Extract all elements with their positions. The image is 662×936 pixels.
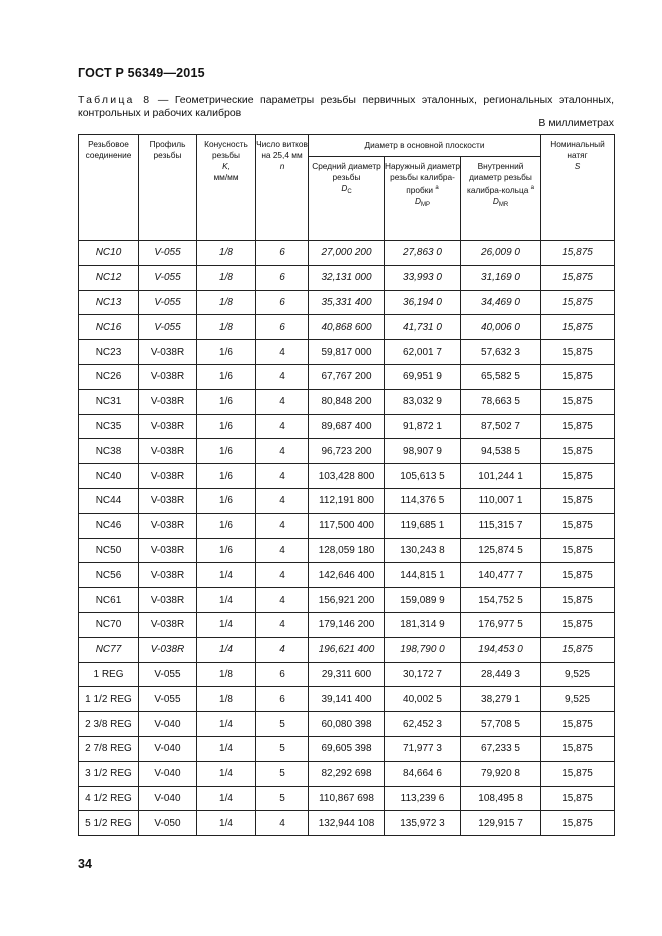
cell-connection: 4 1/2 REG bbox=[79, 786, 139, 811]
col-header-pitch-diameter: Средний диаметр резьбы $D_C$ bbox=[309, 157, 385, 241]
cell-outer-diameter: 36,194 0 bbox=[385, 290, 461, 315]
cell-taper: 1/4 bbox=[197, 761, 256, 786]
table-row bbox=[79, 687, 615, 712]
thread-parameters-table bbox=[78, 134, 615, 836]
cell-taper: 1/8 bbox=[197, 265, 256, 290]
cell-pitch-diameter: 196,621 400 bbox=[309, 637, 385, 662]
cell-standoff: 15,875 bbox=[541, 290, 615, 315]
cell-connection: NC77 bbox=[79, 637, 139, 662]
table-row bbox=[79, 389, 615, 414]
cell-tpi: 4 bbox=[256, 340, 309, 365]
cell-outer-diameter: 33,993 0 bbox=[385, 265, 461, 290]
cell-profile: V-038R bbox=[139, 637, 197, 662]
cell-profile: V-055 bbox=[139, 315, 197, 340]
cell-tpi: 4 bbox=[256, 389, 309, 414]
cell-profile: V-055 bbox=[139, 687, 197, 712]
cell-connection: NC10 bbox=[79, 241, 139, 266]
cell-inner-diameter: 34,469 0 bbox=[461, 290, 541, 315]
cell-standoff: 15,875 bbox=[541, 241, 615, 266]
table-row bbox=[79, 265, 615, 290]
cell-standoff: 15,875 bbox=[541, 414, 615, 439]
cell-connection: NC31 bbox=[79, 389, 139, 414]
cell-profile: V-038R bbox=[139, 513, 197, 538]
cell-outer-diameter: 91,872 1 bbox=[385, 414, 461, 439]
table-row bbox=[79, 464, 615, 489]
cell-tpi: 4 bbox=[256, 414, 309, 439]
cell-tpi: 4 bbox=[256, 464, 309, 489]
cell-standoff: 15,875 bbox=[541, 389, 615, 414]
cell-taper: 1/6 bbox=[197, 439, 256, 464]
units-note: В миллиметрах bbox=[538, 117, 614, 129]
cell-pitch-diameter: 27,000 200 bbox=[309, 241, 385, 266]
cell-tpi: 6 bbox=[256, 687, 309, 712]
cell-connection: NC44 bbox=[79, 488, 139, 513]
cell-tpi: 4 bbox=[256, 538, 309, 563]
cell-taper: 1/6 bbox=[197, 538, 256, 563]
table-body bbox=[79, 241, 615, 836]
cell-outer-diameter: 71,977 3 bbox=[385, 736, 461, 761]
cell-standoff: 9,525 bbox=[541, 662, 615, 687]
cell-tpi: 4 bbox=[256, 563, 309, 588]
cell-tpi: 4 bbox=[256, 439, 309, 464]
cell-standoff: 15,875 bbox=[541, 488, 615, 513]
cell-standoff: 15,875 bbox=[541, 736, 615, 761]
cell-pitch-diameter: 110,867 698 bbox=[309, 786, 385, 811]
cell-pitch-diameter: 132,944 108 bbox=[309, 811, 385, 836]
cell-inner-diameter: 26,009 0 bbox=[461, 241, 541, 266]
cell-outer-diameter: 30,172 7 bbox=[385, 662, 461, 687]
table-caption-lead: Таблица 8 bbox=[78, 94, 152, 106]
col-header-diameter-group: Диаметр в основной плоскости bbox=[309, 135, 541, 157]
cell-standoff: 15,875 bbox=[541, 761, 615, 786]
cell-tpi: 4 bbox=[256, 811, 309, 836]
table-row bbox=[79, 588, 615, 613]
cell-inner-diameter: 94,538 5 bbox=[461, 439, 541, 464]
cell-tpi: 4 bbox=[256, 637, 309, 662]
cell-pitch-diameter: 32,131 000 bbox=[309, 265, 385, 290]
cell-outer-diameter: 41,731 0 bbox=[385, 315, 461, 340]
cell-taper: 1/6 bbox=[197, 340, 256, 365]
cell-standoff: 15,875 bbox=[541, 612, 615, 637]
cell-pitch-diameter: 80,848 200 bbox=[309, 389, 385, 414]
cell-outer-diameter: 159,089 9 bbox=[385, 588, 461, 613]
cell-inner-diameter: 40,006 0 bbox=[461, 315, 541, 340]
cell-pitch-diameter: 82,292 698 bbox=[309, 761, 385, 786]
cell-profile: V-038R bbox=[139, 612, 197, 637]
cell-taper: 1/4 bbox=[197, 712, 256, 737]
standard-number: ГОСТ Р 56349—2015 bbox=[78, 66, 205, 80]
cell-connection: NC70 bbox=[79, 612, 139, 637]
table-row bbox=[79, 811, 615, 836]
cell-outer-diameter: 114,376 5 bbox=[385, 488, 461, 513]
cell-pitch-diameter: 60,080 398 bbox=[309, 712, 385, 737]
cell-profile: V-038R bbox=[139, 389, 197, 414]
cell-taper: 1/8 bbox=[197, 241, 256, 266]
cell-connection: NC40 bbox=[79, 464, 139, 489]
cell-taper: 1/6 bbox=[197, 389, 256, 414]
cell-outer-diameter: 83,032 9 bbox=[385, 389, 461, 414]
cell-connection: NC13 bbox=[79, 290, 139, 315]
cell-inner-diameter: 194,453 0 bbox=[461, 637, 541, 662]
table-row bbox=[79, 761, 615, 786]
cell-standoff: 15,875 bbox=[541, 538, 615, 563]
cell-tpi: 4 bbox=[256, 588, 309, 613]
cell-taper: 1/4 bbox=[197, 811, 256, 836]
cell-tpi: 4 bbox=[256, 488, 309, 513]
cell-taper: 1/6 bbox=[197, 513, 256, 538]
cell-inner-diameter: 108,495 8 bbox=[461, 786, 541, 811]
cell-profile: V-040 bbox=[139, 761, 197, 786]
cell-outer-diameter: 119,685 1 bbox=[385, 513, 461, 538]
cell-taper: 1/6 bbox=[197, 464, 256, 489]
cell-taper: 1/4 bbox=[197, 612, 256, 637]
cell-standoff: 15,875 bbox=[541, 811, 615, 836]
cell-taper: 1/4 bbox=[197, 637, 256, 662]
cell-connection: 2 3/8 REG bbox=[79, 712, 139, 737]
cell-taper: 1/6 bbox=[197, 414, 256, 439]
cell-standoff: 15,875 bbox=[541, 315, 615, 340]
cell-inner-diameter: 79,920 8 bbox=[461, 761, 541, 786]
cell-connection: NC46 bbox=[79, 513, 139, 538]
cell-standoff: 15,875 bbox=[541, 464, 615, 489]
cell-inner-diameter: 140,477 7 bbox=[461, 563, 541, 588]
table-row bbox=[79, 736, 615, 761]
table-row bbox=[79, 439, 615, 464]
cell-tpi: 4 bbox=[256, 612, 309, 637]
cell-outer-diameter: 69,951 9 bbox=[385, 364, 461, 389]
cell-outer-diameter: 105,613 5 bbox=[385, 464, 461, 489]
cell-connection: 5 1/2 REG bbox=[79, 811, 139, 836]
cell-taper: 1/8 bbox=[197, 315, 256, 340]
cell-profile: V-040 bbox=[139, 736, 197, 761]
cell-inner-diameter: 115,315 7 bbox=[461, 513, 541, 538]
cell-connection: NC16 bbox=[79, 315, 139, 340]
cell-outer-diameter: 130,243 8 bbox=[385, 538, 461, 563]
table-row bbox=[79, 538, 615, 563]
cell-pitch-diameter: 103,428 800 bbox=[309, 464, 385, 489]
cell-profile: V-055 bbox=[139, 662, 197, 687]
table-caption-text: — Геометрические параметры резьбы первичных эталонных, региональных эталонных, контрольных и рабочих калибров bbox=[78, 94, 614, 119]
page-number: 34 bbox=[78, 857, 92, 871]
cell-standoff: 15,875 bbox=[541, 637, 615, 662]
cell-profile: V-040 bbox=[139, 786, 197, 811]
cell-outer-diameter: 84,664 6 bbox=[385, 761, 461, 786]
cell-inner-diameter: 87,502 7 bbox=[461, 414, 541, 439]
cell-pitch-diameter: 142,646 400 bbox=[309, 563, 385, 588]
cell-taper: 1/6 bbox=[197, 488, 256, 513]
cell-connection: NC56 bbox=[79, 563, 139, 588]
table-row bbox=[79, 612, 615, 637]
table-caption bbox=[78, 94, 614, 119]
cell-connection: NC38 bbox=[79, 439, 139, 464]
cell-inner-diameter: 38,279 1 bbox=[461, 687, 541, 712]
cell-standoff: 15,875 bbox=[541, 265, 615, 290]
table-row bbox=[79, 786, 615, 811]
table-row bbox=[79, 563, 615, 588]
cell-profile: V-055 bbox=[139, 265, 197, 290]
cell-pitch-diameter: 89,687 400 bbox=[309, 414, 385, 439]
cell-inner-diameter: 57,708 5 bbox=[461, 712, 541, 737]
cell-tpi: 5 bbox=[256, 736, 309, 761]
table-row bbox=[79, 340, 615, 365]
cell-connection: 1 1/2 REG bbox=[79, 687, 139, 712]
cell-taper: 1/4 bbox=[197, 786, 256, 811]
cell-pitch-diameter: 29,311 600 bbox=[309, 662, 385, 687]
cell-inner-diameter: 28,449 3 bbox=[461, 662, 541, 687]
cell-inner-diameter: 154,752 5 bbox=[461, 588, 541, 613]
cell-pitch-diameter: 59,817 000 bbox=[309, 340, 385, 365]
col-header-profile: Профиль резьбы bbox=[139, 135, 197, 241]
cell-profile: V-038R bbox=[139, 488, 197, 513]
col-header-outer-diameter: Наружный диаметр резьбы калибра-пробки $^a$ $D_{MP}$ bbox=[385, 157, 461, 241]
cell-tpi: 5 bbox=[256, 712, 309, 737]
cell-inner-diameter: 65,582 5 bbox=[461, 364, 541, 389]
cell-tpi: 4 bbox=[256, 364, 309, 389]
cell-connection: NC50 bbox=[79, 538, 139, 563]
cell-inner-diameter: 67,233 5 bbox=[461, 736, 541, 761]
cell-standoff: 15,875 bbox=[541, 340, 615, 365]
cell-profile: V-038R bbox=[139, 414, 197, 439]
cell-inner-diameter: 78,663 5 bbox=[461, 389, 541, 414]
cell-connection: NC61 bbox=[79, 588, 139, 613]
cell-connection: 3 1/2 REG bbox=[79, 761, 139, 786]
cell-pitch-diameter: 39,141 400 bbox=[309, 687, 385, 712]
cell-tpi: 6 bbox=[256, 290, 309, 315]
cell-pitch-diameter: 67,767 200 bbox=[309, 364, 385, 389]
cell-outer-diameter: 113,239 6 bbox=[385, 786, 461, 811]
cell-outer-diameter: 27,863 0 bbox=[385, 241, 461, 266]
cell-outer-diameter: 40,002 5 bbox=[385, 687, 461, 712]
cell-standoff: 15,875 bbox=[541, 439, 615, 464]
cell-outer-diameter: 181,314 9 bbox=[385, 612, 461, 637]
cell-profile: V-038R bbox=[139, 563, 197, 588]
col-header-tpi: Число витков на 25,4 мм n bbox=[256, 135, 309, 241]
cell-connection: NC12 bbox=[79, 265, 139, 290]
cell-outer-diameter: 135,972 3 bbox=[385, 811, 461, 836]
cell-tpi: 5 bbox=[256, 761, 309, 786]
table-row bbox=[79, 364, 615, 389]
cell-standoff: 15,875 bbox=[541, 513, 615, 538]
cell-pitch-diameter: 117,500 400 bbox=[309, 513, 385, 538]
table-row bbox=[79, 662, 615, 687]
cell-tpi: 6 bbox=[256, 265, 309, 290]
cell-outer-diameter: 144,815 1 bbox=[385, 563, 461, 588]
cell-profile: V-038R bbox=[139, 364, 197, 389]
table-row bbox=[79, 712, 615, 737]
cell-pitch-diameter: 35,331 400 bbox=[309, 290, 385, 315]
table-row bbox=[79, 241, 615, 266]
cell-tpi: 6 bbox=[256, 241, 309, 266]
cell-taper: 1/8 bbox=[197, 662, 256, 687]
col-header-standoff: Номинальный натяг S bbox=[541, 135, 615, 241]
cell-tpi: 4 bbox=[256, 513, 309, 538]
cell-profile: V-038R bbox=[139, 340, 197, 365]
cell-pitch-diameter: 40,868 600 bbox=[309, 315, 385, 340]
cell-tpi: 6 bbox=[256, 662, 309, 687]
cell-profile: V-038R bbox=[139, 439, 197, 464]
cell-inner-diameter: 101,244 1 bbox=[461, 464, 541, 489]
cell-pitch-diameter: 96,723 200 bbox=[309, 439, 385, 464]
cell-connection: 2 7/8 REG bbox=[79, 736, 139, 761]
cell-pitch-diameter: 128,059 180 bbox=[309, 538, 385, 563]
cell-inner-diameter: 31,169 0 bbox=[461, 265, 541, 290]
cell-standoff: 15,875 bbox=[541, 563, 615, 588]
cell-pitch-diameter: 179,146 200 bbox=[309, 612, 385, 637]
cell-standoff: 9,525 bbox=[541, 687, 615, 712]
cell-connection: NC23 bbox=[79, 340, 139, 365]
cell-profile: V-055 bbox=[139, 241, 197, 266]
table-row bbox=[79, 414, 615, 439]
cell-taper: 1/4 bbox=[197, 736, 256, 761]
cell-standoff: 15,875 bbox=[541, 588, 615, 613]
cell-taper: 1/4 bbox=[197, 563, 256, 588]
cell-inner-diameter: 110,007 1 bbox=[461, 488, 541, 513]
cell-taper: 1/8 bbox=[197, 687, 256, 712]
table-row bbox=[79, 513, 615, 538]
cell-standoff: 15,875 bbox=[541, 712, 615, 737]
cell-outer-diameter: 98,907 9 bbox=[385, 439, 461, 464]
cell-outer-diameter: 62,452 3 bbox=[385, 712, 461, 737]
cell-profile: V-038R bbox=[139, 538, 197, 563]
cell-outer-diameter: 198,790 0 bbox=[385, 637, 461, 662]
cell-inner-diameter: 57,632 3 bbox=[461, 340, 541, 365]
cell-pitch-diameter: 156,921 200 bbox=[309, 588, 385, 613]
col-header-connection: Резьбовое соединение bbox=[79, 135, 139, 241]
col-header-inner-diameter: Внутренний диаметр резьбы калибра-кольца $^a$ $D_{MR}$ bbox=[461, 157, 541, 241]
cell-profile: V-038R bbox=[139, 588, 197, 613]
table-row bbox=[79, 315, 615, 340]
cell-pitch-diameter: 69,605 398 bbox=[309, 736, 385, 761]
cell-outer-diameter: 62,001 7 bbox=[385, 340, 461, 365]
cell-pitch-diameter: 112,191 800 bbox=[309, 488, 385, 513]
cell-connection: 1 REG bbox=[79, 662, 139, 687]
cell-profile: V-038R bbox=[139, 464, 197, 489]
cell-tpi: 5 bbox=[256, 786, 309, 811]
cell-standoff: 15,875 bbox=[541, 364, 615, 389]
cell-standoff: 15,875 bbox=[541, 786, 615, 811]
table-row bbox=[79, 290, 615, 315]
cell-taper: 1/6 bbox=[197, 364, 256, 389]
cell-profile: V-055 bbox=[139, 290, 197, 315]
cell-tpi: 6 bbox=[256, 315, 309, 340]
cell-connection: NC26 bbox=[79, 364, 139, 389]
cell-inner-diameter: 176,977 5 bbox=[461, 612, 541, 637]
cell-profile: V-040 bbox=[139, 712, 197, 737]
table-row bbox=[79, 637, 615, 662]
table-row bbox=[79, 488, 615, 513]
cell-taper: 1/4 bbox=[197, 588, 256, 613]
col-header-taper: Конусность резьбы K, мм/мм bbox=[197, 135, 256, 241]
cell-inner-diameter: 125,874 5 bbox=[461, 538, 541, 563]
cell-inner-diameter: 129,915 7 bbox=[461, 811, 541, 836]
cell-profile: V-050 bbox=[139, 811, 197, 836]
cell-taper: 1/8 bbox=[197, 290, 256, 315]
cell-connection: NC35 bbox=[79, 414, 139, 439]
